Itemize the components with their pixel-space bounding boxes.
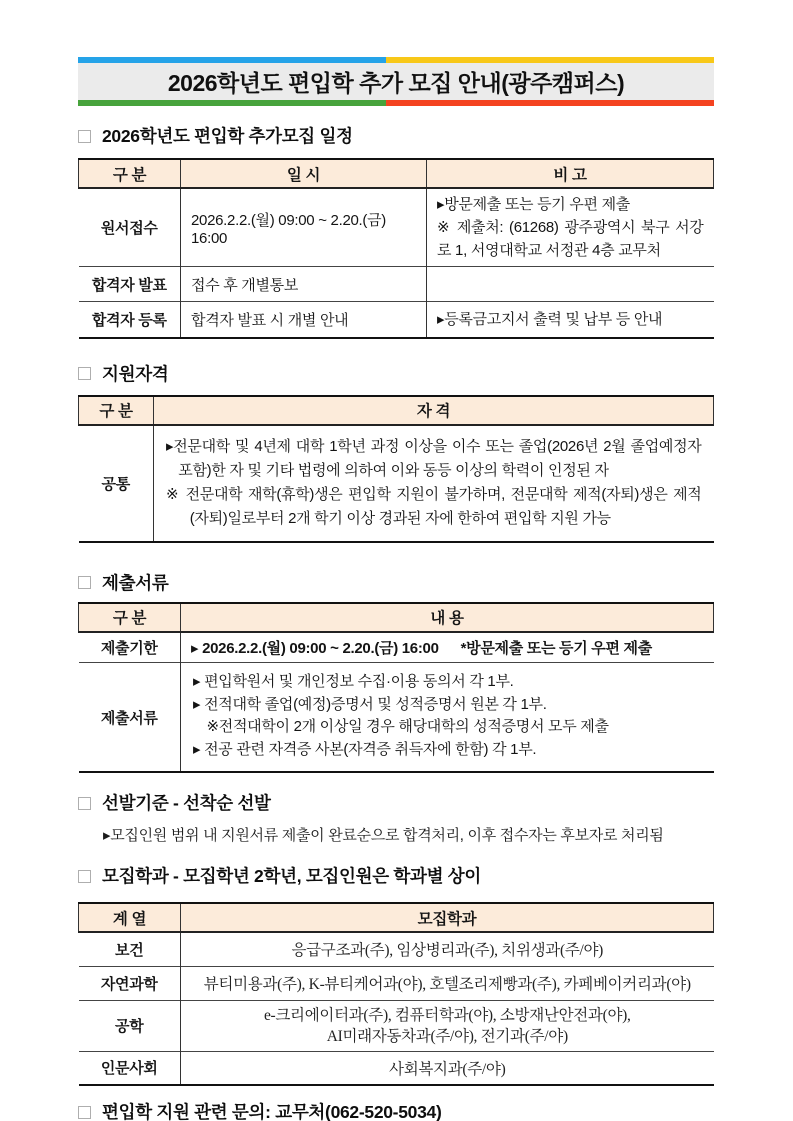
documents-deadline-cell <box>181 632 714 663</box>
documents-table <box>78 602 714 774</box>
section-heading-documents-label: 제출서류 <box>102 572 169 593</box>
departments-row-label: 공학 <box>79 1000 181 1051</box>
departments-row-value: 사회복지과(주/야) <box>181 1051 714 1085</box>
schedule-col-note: 비 고 <box>427 159 714 188</box>
qualification-row-label: 공통 <box>101 475 130 493</box>
schedule-table-header-row <box>79 159 714 188</box>
documents-row-list <box>79 663 714 773</box>
section-heading-qualification <box>78 361 714 386</box>
banner-stripe-bottom <box>78 100 714 106</box>
schedule-row-note <box>427 302 714 338</box>
departments-row-label: 인문사회 <box>79 1051 181 1085</box>
schedule-col-division: 구 분 <box>79 159 181 188</box>
banner-body <box>78 63 714 100</box>
checkbox-square-icon <box>78 367 91 380</box>
departments-table <box>78 902 714 1086</box>
qualification-table <box>78 395 714 543</box>
departments-row-value: 응급구조과(주), 임상병리과(주), 치위생과(주/야) <box>181 932 714 966</box>
documents-table-header-row <box>79 603 714 632</box>
deadline-note: *방문제출 또는 등기 우편 제출 <box>460 639 652 657</box>
departments-row-label: 보건 <box>115 941 144 959</box>
stripe-blue-segment <box>78 57 386 63</box>
qualification-row-content <box>154 425 714 542</box>
document-item-note: ※전적대학이 2개 이상일 경우 해당대학의 성적증명서 모두 제출 <box>206 718 609 735</box>
selection-bullet-text: ▸모집인원 범위 내 지원서류 제출이 완료순으로 합격처리, 이후 접수자는 후보자로 처리됨 <box>103 827 664 844</box>
schedule-row-label: 원서접수 <box>100 220 158 237</box>
qualification-paragraph: ▸전문대학 및 4년제 대학 1학년 과정 이상을 이수 또는 졸업(2026년 2월 졸업예정자 포함)한 자 및 기타 법령에 의하여 이와 동등 이상의 학력이 인정된 자 <box>166 437 702 479</box>
documents-col-content: 내 용 <box>181 603 714 632</box>
note-line: ▸방문제출 또는 등기 우편 제출 <box>437 196 630 213</box>
checkbox-square-icon <box>78 797 91 810</box>
qualification-row-common <box>79 425 714 542</box>
departments-row-label: 자연과학 <box>79 966 181 1000</box>
contact-heading-label: 편입학 지원 관련 문의: 교무처(062-520-5034) <box>102 1102 442 1121</box>
departments-row-value <box>181 1000 714 1051</box>
documents-row-deadline <box>79 632 714 663</box>
documents-col-division: 구 분 <box>79 603 181 632</box>
schedule-row-label: 합격자 발표 <box>79 267 181 302</box>
title-banner <box>78 57 714 106</box>
departments-col-departments: 모집학과 <box>181 903 714 932</box>
stripe-green-segment <box>78 100 386 106</box>
qualification-col-division: 구 분 <box>79 396 154 425</box>
checkbox-square-icon <box>78 130 91 143</box>
note-line: ▸등록금고지서 출력 및 납부 등 안내 <box>437 310 663 328</box>
section-heading-selection-label: 선발기준 - 선착순 선발 <box>102 793 271 813</box>
contact-heading <box>78 1099 714 1121</box>
departments-row-health <box>79 932 714 966</box>
schedule-row-note <box>427 267 714 302</box>
departments-table-header-row <box>79 903 714 932</box>
schedule-row-datetime: 2026.2.2.(월) 09:00 ~ 2.20.(금) 16:00 <box>181 188 427 267</box>
schedule-col-datetime: 일 시 <box>181 159 427 188</box>
checkbox-square-icon <box>78 576 91 589</box>
checkbox-square-icon <box>78 870 91 883</box>
stripe-yellow-segment <box>386 57 714 63</box>
schedule-row-label: 합격자 등록 <box>79 302 181 338</box>
document-item: ▸ 전공 관련 자격증 사본(자격증 취득자에 한함) 각 1부. <box>193 740 537 758</box>
schedule-row-application <box>79 188 714 267</box>
departments-row-humanities <box>79 1051 714 1085</box>
section-heading-schedule <box>78 123 714 148</box>
qualification-table-header-row <box>79 396 714 425</box>
documents-row-label: 제출기한 <box>100 639 158 657</box>
documents-row-label: 제출서류 <box>79 663 181 773</box>
section-heading-documents <box>78 570 714 595</box>
schedule-table <box>78 158 714 339</box>
departments-col-category: 계 열 <box>79 903 181 932</box>
section-heading-departments-label: 모집학과 - 모집학년 2학년, 모집인원은 학과별 상이 <box>102 866 481 886</box>
qualification-paragraph: ※ 전문대학 재학(휴학)생은 편입학 지원이 불가하며, 전문대학 제적(자퇴)생은 제적(자퇴)일로부터 2개 학기 이상 경과된 자에 한하여 편입학 지원 가능 <box>166 485 702 527</box>
document-item: ▸ 편입학원서 및 개인정보 수집·이용 동의서 각 1부. <box>193 673 514 690</box>
schedule-row-note <box>427 188 714 267</box>
banner-stripe-top <box>78 57 714 63</box>
departments-row-natural-science <box>79 966 714 1000</box>
section-heading-selection <box>78 790 714 815</box>
documents-list-cell <box>181 663 714 773</box>
schedule-row-registration <box>79 302 714 338</box>
checkbox-square-icon <box>78 1106 91 1119</box>
schedule-row-announcement <box>79 267 714 302</box>
document-item: ▸ 전적대학 졸업(예정)증명서 및 성적증명서 원본 각 1부. <box>193 695 547 713</box>
qualification-col-content: 자 격 <box>154 396 714 425</box>
departments-row-engineering <box>79 1000 714 1051</box>
section-heading-qualification-label: 지원자격 <box>102 363 169 384</box>
page-title: 2026학년도 편입학 추가 모집 안내(광주캠퍼스) <box>167 70 625 96</box>
schedule-row-datetime: 합격자 발표 시 개별 안내 <box>181 302 427 338</box>
section-heading-departments <box>78 863 714 888</box>
departments-value-line: e-크리에이터과(주), 컴퓨터학과(야), 소방재난안전과(야), <box>263 1006 631 1024</box>
note-line: ※ 제출처: (61268) 광주광역시 북구 서강로 1, 서영대학교 서정관 4층 교무처 <box>437 219 704 259</box>
deadline-value: ▸ 2026.2.2.(월) 09:00 ~ 2.20.(금) 16:00 <box>191 639 439 657</box>
section-heading-schedule-label: 2026학년도 편입학 추가모집 일정 <box>102 126 353 146</box>
departments-row-value: 뷰티미용과(주), K-뷰티케어과(야), 호텔조리제빵과(주), 카페베이커리과(야) <box>181 966 714 1000</box>
schedule-row-datetime: 접수 후 개별통보 <box>181 267 427 302</box>
stripe-red-segment <box>386 100 714 106</box>
departments-value-line: AI미래자동차과(주/야), 전기과(주/야) <box>326 1027 568 1045</box>
